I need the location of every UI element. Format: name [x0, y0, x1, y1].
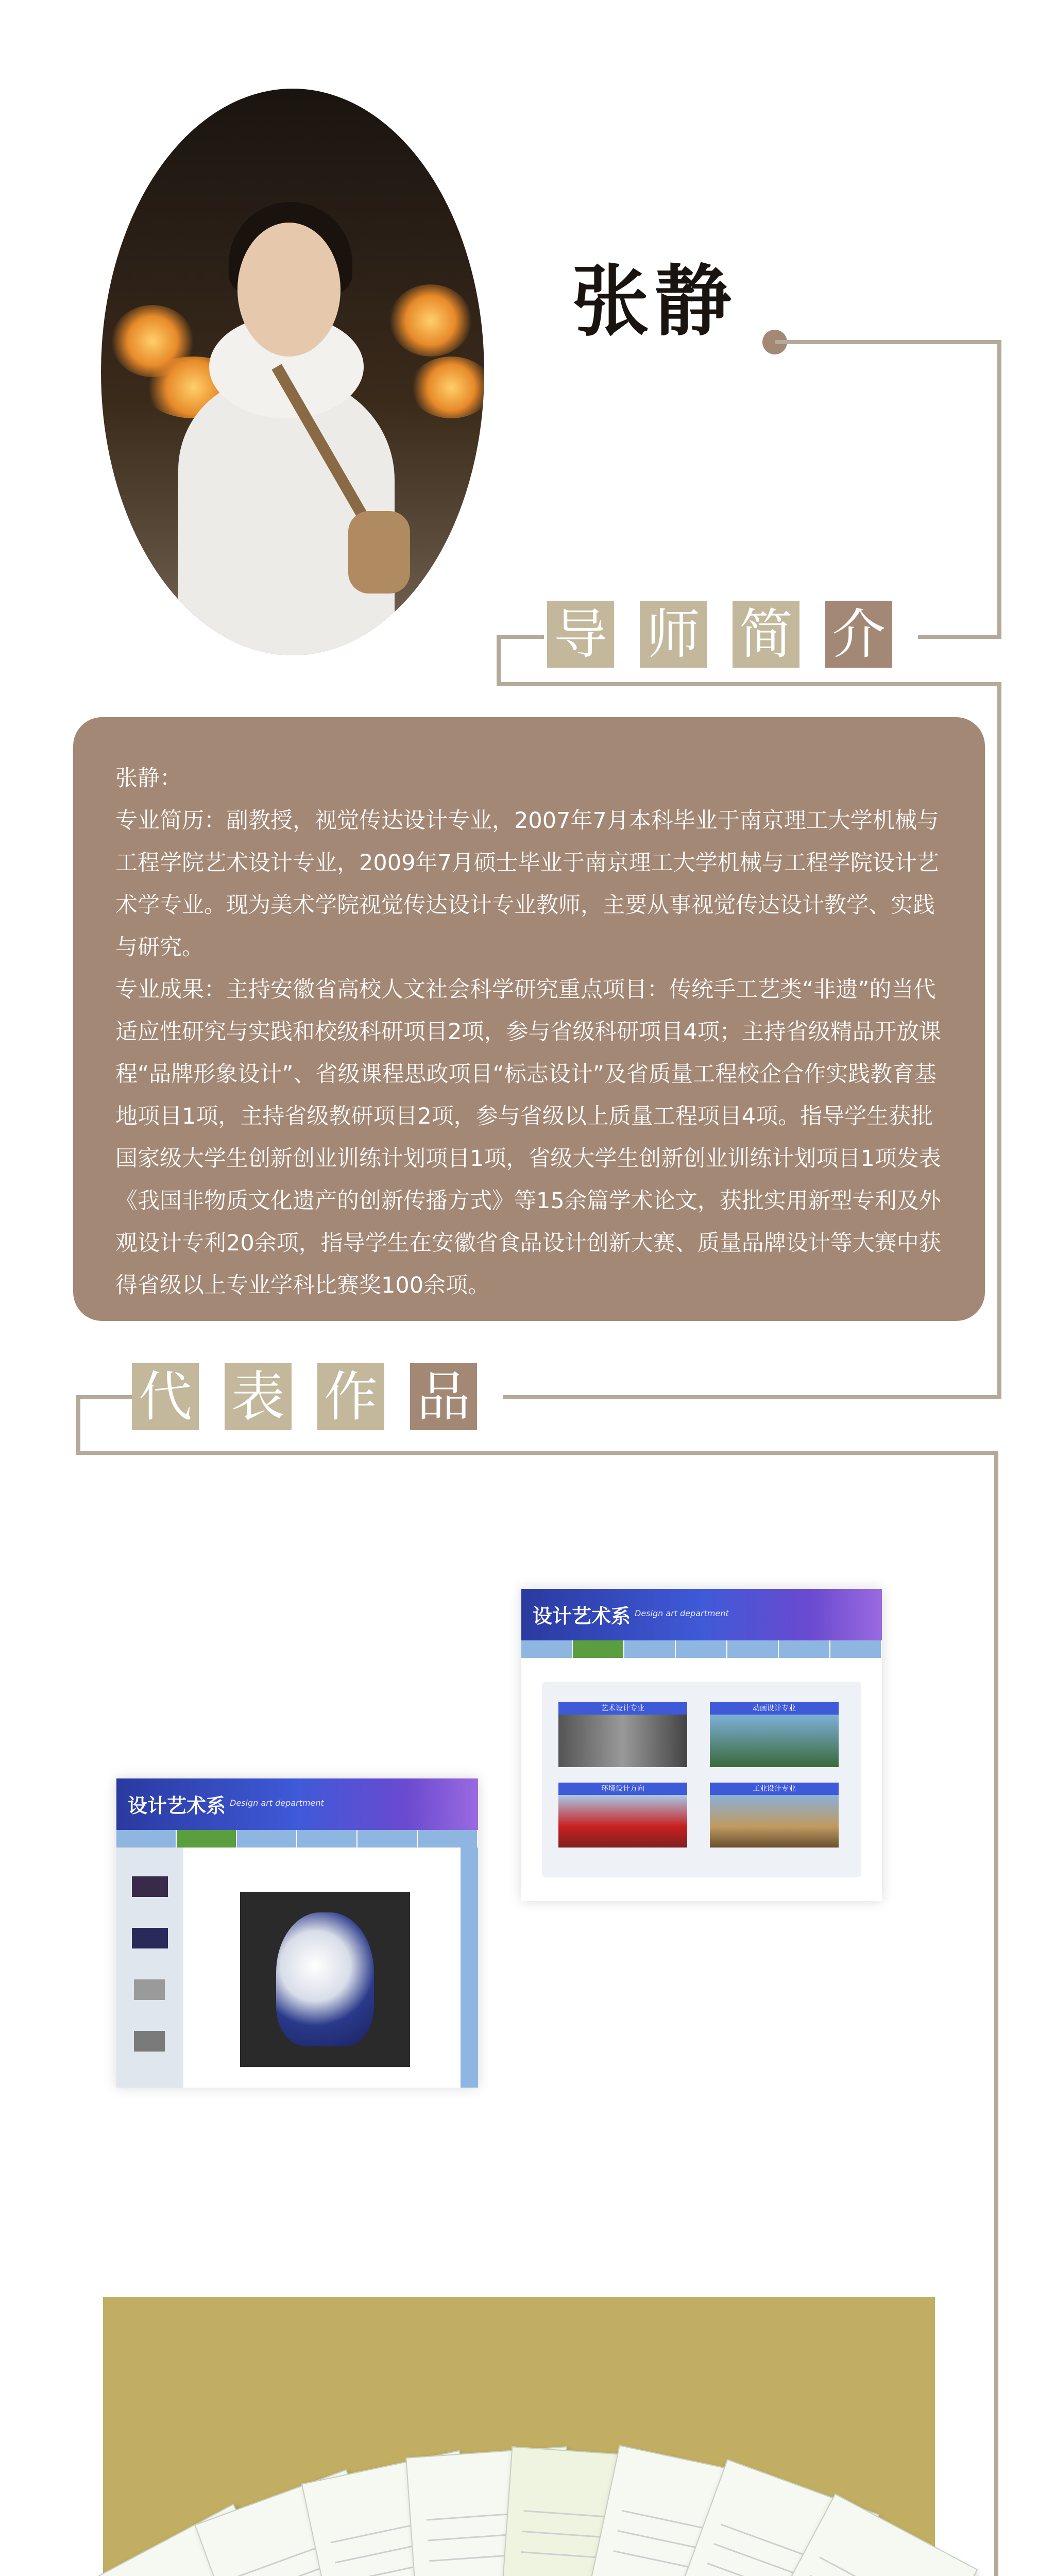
- website-screenshot-home: [521, 1589, 882, 1901]
- tile-caption: 动画设计专业: [710, 1702, 839, 1715]
- site-nav: [116, 1830, 478, 1848]
- connector-line: [76, 1451, 998, 1455]
- connector-line: [76, 1395, 80, 1455]
- connector-line: [775, 340, 1001, 344]
- site-nav: [521, 1640, 882, 1658]
- person-face: [237, 223, 341, 357]
- category-tile: [710, 1783, 839, 1848]
- bio-achievements: 专业成果：主持安徽省高校人文社会科学研究重点项目：传统手工艺类“非遗”的当代适应性研究与实践和校级科研项目2项，参与省级科研项目4项；主持省级精品开放课程“品牌形象设计”、省级课程思政项目“标志设计”及省质量工程校企合作实践教育基地项目1项，主持省级教研项目2项，参与省级以上质量工程项目4项。指导学生获批国家级大学生创新创业训练计划项目1项，省级大学生创新创业训练计划项目1项发表《我国非物质文化遗产的创新传播方式》等15余篇学术论文，获批实用新型专利及外观设计专利20余项，指导学生在安徽省食品设计创新大赛、质量品牌设计等大赛中获得省级以上专业学科比赛奖100余项。: [115, 977, 941, 1298]
- connector-line: [997, 682, 1001, 1399]
- bio-panel: [73, 717, 985, 1321]
- connector-line: [918, 635, 1001, 639]
- lantern-light: [410, 357, 484, 418]
- patent-certificates-panel: [103, 2297, 935, 2576]
- thumbnail: [132, 1928, 168, 1948]
- bio-name-line: 张静：: [115, 766, 182, 791]
- site-subtitle: Design art department: [230, 1798, 324, 1808]
- works-title-char: 表: [225, 1363, 292, 1430]
- tile-caption: 环境设计方向: [558, 1783, 687, 1795]
- tile-caption: 工业设计专业: [710, 1783, 839, 1795]
- website-screenshot-detail: [116, 1778, 478, 2088]
- bio-resume: 专业简历：副教授，视觉传达设计专业，2007年7月本科毕业于南京理工大学机械与工程学院艺术设计专业，2009年7月硕士毕业于南京理工大学机械与工程学院设计艺术学专业。现为美术学院视觉传达设计专业教师，主要从事视觉传达设计教学、实践与研究。: [115, 808, 939, 960]
- site-logo: 设计艺术系: [533, 1605, 631, 1628]
- thumbnail: [132, 1876, 168, 1897]
- teacher-name: 张静: [572, 256, 737, 347]
- tile-caption: 艺术设计专业: [558, 1702, 687, 1715]
- connector-line: [497, 635, 544, 639]
- vase-image: [240, 1892, 410, 2067]
- side-tab-bar: [461, 1848, 478, 2088]
- works-title-char: 品: [410, 1363, 477, 1430]
- thumbnail: [134, 1979, 165, 2000]
- works-title-char: 作: [317, 1363, 384, 1430]
- connector-line: [497, 682, 1001, 686]
- connector-line: [503, 1395, 1001, 1399]
- intro-title-char: 师: [640, 601, 707, 668]
- lantern-light: [389, 284, 472, 357]
- site-header: [521, 1589, 882, 1640]
- intro-title-char: 导: [547, 601, 614, 668]
- intro-title-char: 介: [825, 601, 892, 668]
- site-subtitle: Design art department: [635, 1608, 729, 1618]
- site-header: [116, 1778, 478, 1830]
- vase-shape: [276, 1912, 374, 2046]
- connector-line: [76, 1395, 133, 1399]
- tile-image: [710, 1715, 839, 1767]
- category-tile: [558, 1783, 687, 1848]
- tile-image: [558, 1715, 687, 1767]
- connector-line: [997, 340, 1001, 639]
- tile-image: [710, 1795, 839, 1848]
- site-logo: 设计艺术系: [128, 1794, 226, 1817]
- category-tile: [710, 1702, 839, 1767]
- person-bag: [348, 511, 410, 594]
- tile-image: [558, 1795, 687, 1848]
- category-tile: [558, 1702, 687, 1767]
- thumbnail: [134, 2031, 165, 2052]
- intro-title-char: 简: [733, 601, 799, 668]
- portrait-photo: [101, 89, 484, 655]
- connector-line: [994, 1451, 998, 2576]
- works-title-char: 代: [132, 1363, 199, 1430]
- connector-line: [497, 635, 501, 686]
